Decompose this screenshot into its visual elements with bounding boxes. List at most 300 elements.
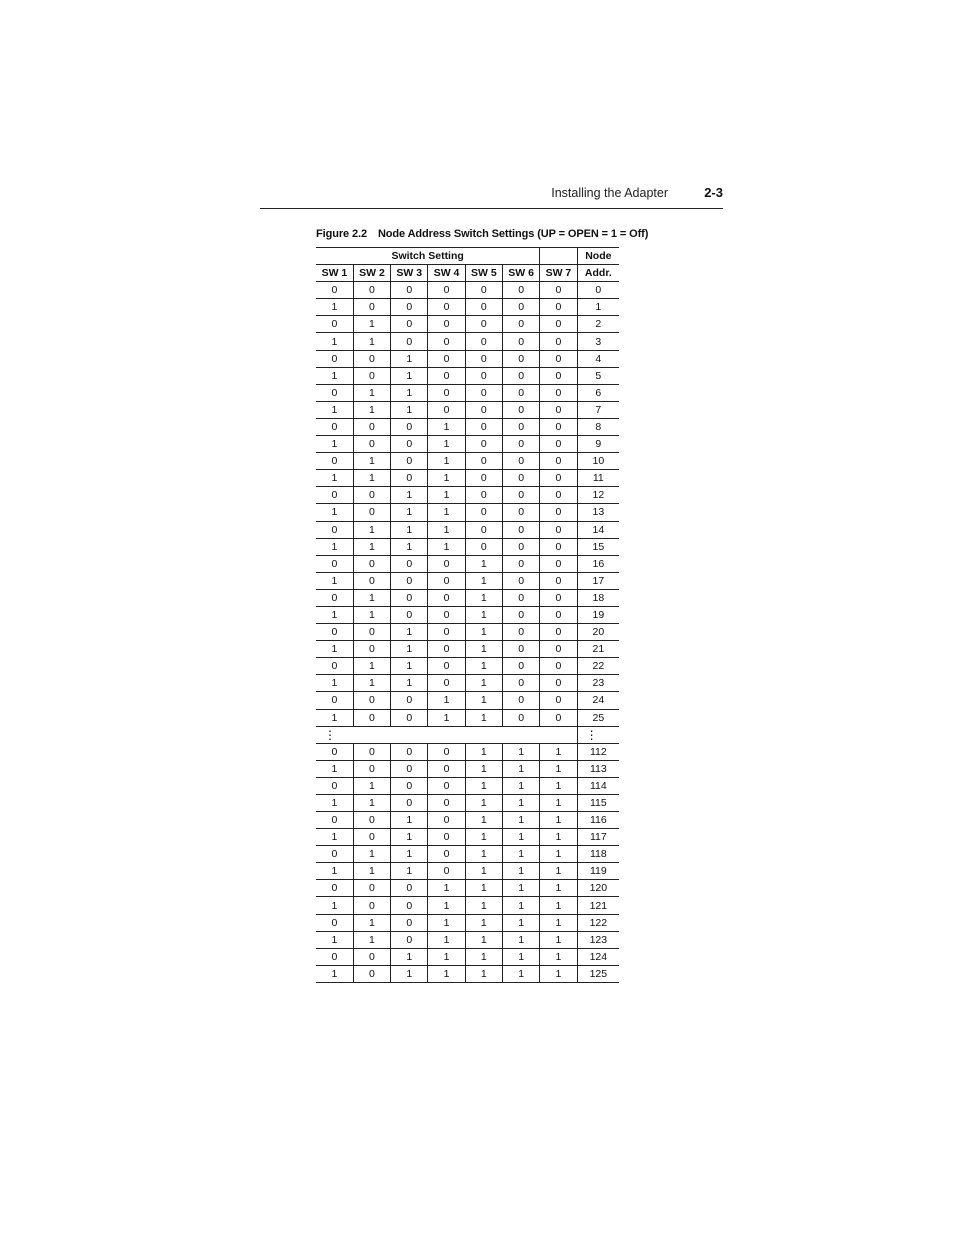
switch-value-cell: 0 [465,538,502,555]
page-number: 2-3 [704,185,723,200]
switch-value-cell: 0 [540,384,577,401]
figure-label: Figure 2.2 [316,228,367,240]
switch-value-cell: 0 [316,555,353,572]
table-row [316,692,619,709]
switch-value-cell: 1 [428,965,465,982]
switch-value-cell: 0 [391,555,428,572]
node-address-cell: 12 [577,487,619,504]
switch-value-cell: 1 [502,794,539,811]
switch-value-cell: 1 [316,863,353,880]
switch-value-cell: 0 [428,316,465,333]
switch-value-cell: 1 [540,743,577,760]
switch-value-cell: 0 [353,965,390,982]
switch-value-cell: 0 [316,453,353,470]
switch-value-cell: 1 [540,948,577,965]
switch-value-cell: 1 [316,931,353,948]
switch-value-cell: 1 [316,470,353,487]
switch-value-cell: 1 [465,743,502,760]
switch-value-cell: 0 [502,418,539,435]
switch-value-cell: 0 [316,846,353,863]
switch-value-cell: 1 [465,555,502,572]
switch-value-cell: 1 [316,606,353,623]
switch-value-cell: 0 [502,401,539,418]
switch-value-cell: 0 [391,777,428,794]
switch-value-cell: 0 [316,624,353,641]
column-header: SW 6 [502,265,539,282]
node-address-cell: 116 [577,812,619,829]
switch-value-cell: 0 [540,350,577,367]
switch-value-cell: 0 [540,436,577,453]
switch-value-cell: 1 [428,453,465,470]
switch-value-cell: 0 [353,897,390,914]
switch-value-cell: 0 [391,572,428,589]
switch-value-cell: 1 [391,538,428,555]
table-row [316,606,619,623]
switch-value-cell: 0 [540,367,577,384]
switch-value-cell: 1 [391,521,428,538]
switch-value-cell: 0 [502,350,539,367]
switch-value-cell: 1 [353,538,390,555]
switch-value-cell: 0 [353,367,390,384]
switch-value-cell: 0 [353,709,390,726]
switch-value-cell: 1 [465,948,502,965]
switch-value-cell: 1 [391,829,428,846]
switch-value-cell: 1 [391,367,428,384]
table-row [316,863,619,880]
switch-value-cell: 1 [428,521,465,538]
switch-value-cell: 0 [540,487,577,504]
switch-value-cell: 1 [465,880,502,897]
switch-value-cell: 0 [428,282,465,299]
switch-value-cell: 1 [391,401,428,418]
table-body-bottom [316,743,619,982]
node-address-cell: 2 [577,316,619,333]
switch-value-cell: 1 [391,812,428,829]
switch-value-cell: 0 [540,538,577,555]
ellipsis-spacer [353,726,577,743]
switch-value-cell: 0 [502,692,539,709]
switch-value-cell: 1 [428,914,465,931]
switch-value-cell: 1 [353,316,390,333]
switch-value-cell: 1 [502,777,539,794]
switch-value-cell: 0 [391,914,428,931]
node-address-cell: 19 [577,606,619,623]
switch-value-cell: 1 [428,504,465,521]
switch-value-cell: 1 [428,709,465,726]
switch-value-cell: 0 [316,948,353,965]
table-row [316,897,619,914]
switch-value-cell: 0 [428,401,465,418]
switch-value-cell: 1 [353,658,390,675]
switch-value-cell: 1 [502,880,539,897]
switch-value-cell: 0 [391,316,428,333]
node-address-cell: 124 [577,948,619,965]
table-header-row-2 [316,265,619,282]
switch-value-cell: 0 [316,350,353,367]
node-address-cell: 123 [577,931,619,948]
switch-value-cell: 0 [465,333,502,350]
switch-value-cell: 0 [540,299,577,316]
switch-value-cell: 1 [465,606,502,623]
switch-value-cell: 1 [502,931,539,948]
switch-value-cell: 0 [428,675,465,692]
ellipsis-right: ⋮ [577,726,619,743]
table-row [316,914,619,931]
node-address-cell: 10 [577,453,619,470]
switch-value-cell: 1 [353,333,390,350]
table-row [316,948,619,965]
node-address-cell: 119 [577,863,619,880]
switch-value-cell: 1 [540,863,577,880]
switch-value-cell: 0 [428,829,465,846]
switch-value-cell: 1 [428,880,465,897]
switch-value-cell: 0 [540,606,577,623]
switch-value-cell: 1 [391,384,428,401]
table-row [316,812,619,829]
switch-value-cell: 0 [502,384,539,401]
switch-value-cell: 0 [391,453,428,470]
switch-value-cell: 1 [353,863,390,880]
switch-value-cell: 1 [465,897,502,914]
switch-value-cell: 0 [353,743,390,760]
switch-value-cell: 1 [353,914,390,931]
switch-value-cell: 0 [540,658,577,675]
column-header: SW 4 [428,265,465,282]
switch-value-cell: 1 [502,812,539,829]
switch-value-cell: 0 [391,333,428,350]
switch-value-cell: 1 [353,384,390,401]
switch-value-cell: 1 [502,897,539,914]
switch-value-cell: 0 [428,299,465,316]
switch-value-cell: 0 [540,692,577,709]
column-header: SW 7 [540,265,577,282]
node-address-cell: 121 [577,897,619,914]
switch-value-cell: 0 [353,880,390,897]
node-address-cell: 14 [577,521,619,538]
switch-value-cell: 1 [465,777,502,794]
switch-value-cell: 1 [502,846,539,863]
switch-value-cell: 1 [353,931,390,948]
switch-value-cell: 1 [502,863,539,880]
switch-value-cell: 1 [353,401,390,418]
node-address-cell: 17 [577,572,619,589]
switch-value-cell: 1 [316,538,353,555]
switch-value-cell: 1 [465,589,502,606]
switch-value-cell: 0 [428,641,465,658]
switch-value-cell: 0 [502,709,539,726]
switch-value-cell: 0 [353,760,390,777]
switch-value-cell: 0 [540,453,577,470]
node-address-cell: 113 [577,760,619,777]
switch-value-cell: 0 [428,589,465,606]
table-row [316,709,619,726]
switch-value-cell: 1 [391,641,428,658]
switch-value-cell: 1 [465,658,502,675]
switch-value-cell: 0 [316,521,353,538]
switch-value-cell: 0 [502,316,539,333]
switch-value-cell: 0 [353,299,390,316]
switch-value-cell: 0 [316,777,353,794]
switch-value-cell: 1 [391,863,428,880]
node-address-cell: 120 [577,880,619,897]
switch-value-cell: 1 [391,846,428,863]
table-row [316,880,619,897]
switch-value-cell: 0 [391,606,428,623]
table-row [316,538,619,555]
switch-value-cell: 1 [353,777,390,794]
switch-value-cell: 0 [502,367,539,384]
switch-value-cell: 1 [428,487,465,504]
switch-value-cell: 0 [465,418,502,435]
table-row [316,436,619,453]
ellipsis-row [316,726,619,743]
switch-value-cell: 0 [391,931,428,948]
switch-value-cell: 0 [391,897,428,914]
table-row [316,846,619,863]
node-address-cell: 6 [577,384,619,401]
switch-value-cell: 0 [465,299,502,316]
switch-value-cell: 1 [428,948,465,965]
switch-value-cell: 1 [391,350,428,367]
switch-value-cell: 1 [391,504,428,521]
switch-value-cell: 0 [540,641,577,658]
switch-value-cell: 1 [540,812,577,829]
node-address-cell: 1 [577,299,619,316]
switch-value-cell: 1 [540,760,577,777]
switch-value-cell: 0 [428,743,465,760]
switch-value-cell: 0 [428,606,465,623]
table-row [316,299,619,316]
switch-value-cell: 1 [428,538,465,555]
column-header: SW 2 [353,265,390,282]
switch-value-cell: 1 [353,794,390,811]
switch-value-cell: 0 [540,401,577,418]
switch-value-cell: 0 [502,521,539,538]
switch-value-cell: 1 [316,760,353,777]
switch-value-cell: 1 [465,709,502,726]
switch-value-cell: 0 [316,589,353,606]
node-address-cell: 20 [577,624,619,641]
table-row [316,589,619,606]
node-address-cell: 8 [577,418,619,435]
switch-value-cell: 0 [465,384,502,401]
node-address-cell: 11 [577,470,619,487]
switch-value-cell: 0 [540,555,577,572]
switch-value-cell: 0 [502,299,539,316]
switch-value-cell: 0 [391,692,428,709]
table-row [316,470,619,487]
table-row [316,401,619,418]
table-row [316,316,619,333]
switch-value-cell: 1 [428,418,465,435]
switch-value-cell: 0 [391,436,428,453]
switch-value-cell: 0 [502,572,539,589]
switch-value-cell: 0 [540,504,577,521]
switch-value-cell: 0 [428,777,465,794]
switch-value-cell: 1 [540,931,577,948]
table-row [316,675,619,692]
switch-value-cell: 1 [465,829,502,846]
node-address-cell: 122 [577,914,619,931]
switch-value-cell: 1 [465,812,502,829]
node-address-cell: 5 [577,367,619,384]
switch-value-cell: 0 [502,436,539,453]
switch-value-cell: 1 [465,760,502,777]
switch-value-cell: 0 [316,384,353,401]
switch-value-cell: 0 [428,760,465,777]
table-row [316,453,619,470]
node-address-cell: 7 [577,401,619,418]
switch-value-cell: 1 [465,572,502,589]
switch-value-cell: 1 [353,846,390,863]
switch-value-cell: 0 [465,487,502,504]
switch-value-cell: 1 [316,794,353,811]
table-row [316,555,619,572]
switch-value-cell: 1 [465,794,502,811]
switch-value-cell: 0 [540,282,577,299]
switch-value-cell: 0 [353,418,390,435]
switch-value-cell: 0 [353,504,390,521]
switch-value-cell: 1 [316,709,353,726]
switch-value-cell: 1 [428,692,465,709]
switch-value-cell: 0 [428,846,465,863]
table-row [316,333,619,350]
table-row [316,829,619,846]
switch-value-cell: 0 [428,333,465,350]
switch-value-cell: 0 [316,487,353,504]
switch-value-cell: 1 [540,897,577,914]
section-title: Installing the Adapter [551,186,668,200]
switch-value-cell: 0 [428,624,465,641]
switch-value-cell: 1 [353,470,390,487]
node-address-cell: 115 [577,794,619,811]
switch-value-cell: 1 [502,743,539,760]
node-address-cell: 18 [577,589,619,606]
switch-value-cell: 1 [465,914,502,931]
switch-value-cell: 0 [540,418,577,435]
switch-value-cell: 0 [540,589,577,606]
node-address-cell: 13 [577,504,619,521]
switch-value-cell: 0 [353,624,390,641]
switch-value-cell: 1 [540,794,577,811]
switch-value-cell: 1 [428,436,465,453]
switch-value-cell: 1 [353,521,390,538]
switch-value-cell: 1 [316,299,353,316]
switch-value-cell: 0 [391,418,428,435]
switch-value-cell: 0 [502,504,539,521]
switch-value-cell: 0 [391,299,428,316]
switch-value-cell: 0 [353,487,390,504]
table-row [316,624,619,641]
switch-value-cell: 1 [465,641,502,658]
switch-value-cell: 1 [502,914,539,931]
switch-value-cell: 0 [316,743,353,760]
table-row [316,504,619,521]
switch-value-cell: 1 [465,846,502,863]
node-address-cell: 25 [577,709,619,726]
switch-value-cell: 0 [391,470,428,487]
switch-value-cell: 1 [391,965,428,982]
column-header: Addr. [577,265,619,282]
switch-value-cell: 1 [316,897,353,914]
switch-value-cell: 0 [465,470,502,487]
table-row [316,777,619,794]
switch-value-cell: 0 [428,794,465,811]
column-header: SW 1 [316,265,353,282]
switch-value-cell: 0 [391,589,428,606]
switch-value-cell: 0 [428,863,465,880]
switch-value-cell: 0 [316,282,353,299]
switch-value-cell: 0 [428,812,465,829]
node-address-cell: 125 [577,965,619,982]
switch-value-cell: 0 [465,316,502,333]
node-address-cell: 23 [577,675,619,692]
switch-value-cell: 1 [316,675,353,692]
switch-settings-table [316,247,619,983]
switch-value-cell: 1 [353,606,390,623]
switch-value-cell: 0 [316,692,353,709]
switch-value-cell: 0 [502,589,539,606]
node-address-cell: 16 [577,555,619,572]
switch-value-cell: 0 [391,709,428,726]
switch-value-cell: 0 [353,555,390,572]
figure-title: Node Address Switch Settings (UP = OPEN = 1 = Off) [377,228,649,240]
switch-value-cell: 0 [540,624,577,641]
switch-value-cell: 1 [428,931,465,948]
table-header-row-1 [316,248,619,265]
switch-value-cell: 1 [540,965,577,982]
switch-value-cell: 0 [465,436,502,453]
switch-value-cell: 1 [540,846,577,863]
table-row [316,760,619,777]
switch-value-cell: 1 [353,453,390,470]
node-address-cell: 3 [577,333,619,350]
switch-value-cell: 0 [316,316,353,333]
switch-value-cell: 0 [465,401,502,418]
switch-value-cell: 0 [502,624,539,641]
switch-value-cell: 1 [540,880,577,897]
switch-value-cell: 1 [502,948,539,965]
switch-value-cell: 0 [316,880,353,897]
switch-value-cell: 0 [502,470,539,487]
switch-value-cell: 0 [502,675,539,692]
switch-value-cell: 1 [465,931,502,948]
switch-value-cell: 1 [428,470,465,487]
switch-value-cell: 1 [465,624,502,641]
table-row [316,931,619,948]
switch-value-cell: 0 [540,521,577,538]
switch-value-cell: 0 [391,880,428,897]
switch-value-cell: 1 [316,436,353,453]
switch-value-cell: 1 [465,863,502,880]
switch-value-cell: 0 [540,333,577,350]
node-address-cell: 24 [577,692,619,709]
switch-value-cell: 0 [316,914,353,931]
table-row [316,658,619,675]
switch-value-cell: 0 [540,572,577,589]
sw7-header-spacer [540,248,577,265]
node-address-cell: 9 [577,436,619,453]
switch-value-cell: 1 [316,367,353,384]
node-header: Node [577,248,619,265]
switch-value-cell: 1 [316,829,353,846]
switch-value-cell: 0 [353,948,390,965]
switch-value-cell: 1 [465,675,502,692]
node-address-cell: 114 [577,777,619,794]
switch-value-cell: 0 [428,350,465,367]
switch-value-cell: 0 [353,436,390,453]
switch-value-cell: 0 [502,606,539,623]
